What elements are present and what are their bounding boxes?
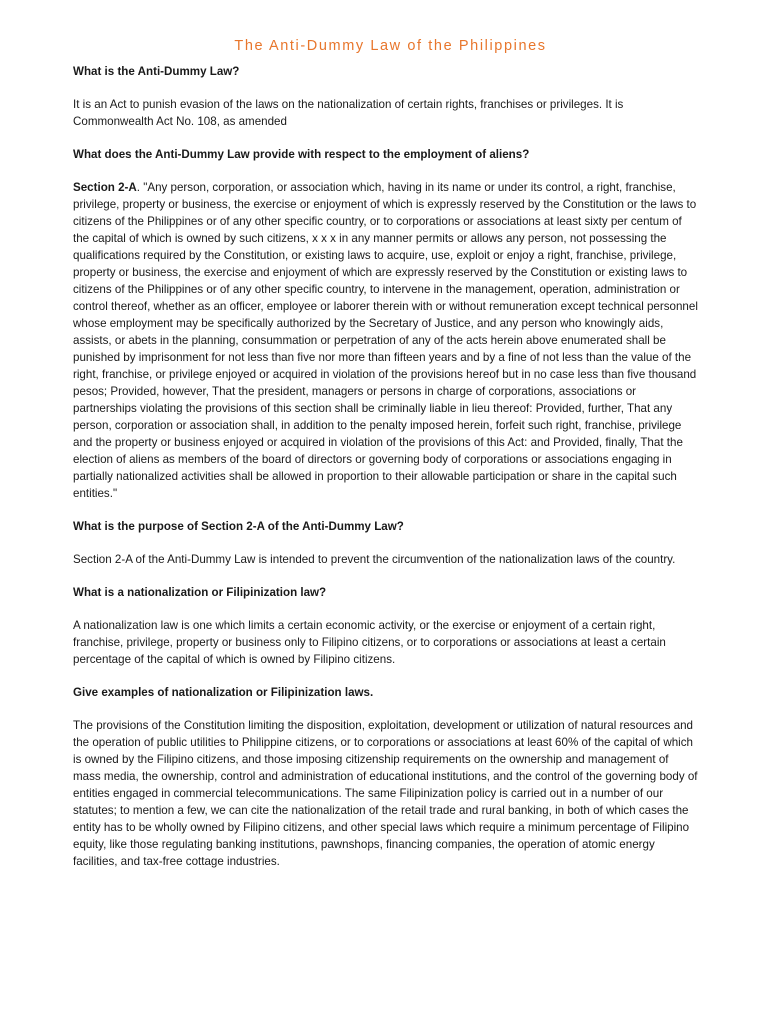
qa-section-1 (73, 63, 698, 130)
document-title: The Anti-Dummy Law of the Philippines (234, 38, 547, 54)
question-heading: Give examples of nationalization or Filipinization laws. (73, 686, 374, 699)
question-heading: What is the Anti-Dummy Law? (73, 65, 240, 78)
qa-section-5 (73, 684, 698, 870)
section-text: . "Any person, corporation, or association which, having in its name or under its control, a right, franchise, privilege, property or business, the exercise or enjoyment of which is expressly reserved by the Constitution or the laws to citizens of the Philippines or of any other specific country, or to corporations or associations at least sixty per centum of the capital of which is owned by such citizens, x x x in any manner permits or allows any person, not possessing the qualifications required by the Constitution, or existing laws to acquire, use, exploit or enjoy a right, franchise, privilege, property or business, the exercise and enjoyment of which are expressly reserved by the Constitution or existing laws to citizens of the Philippines or of any other specific country, to intervene in the management, operation, administration or control thereof, whether as an officer, employee or laborer therein with or without remuneration except technical personnel whose employment may be specifically authorized by the Secretary of Justice, and any person who knowingly aids, assists, or abets in the planning, consummation or perpetration of any of the acts herein above enumerated shall be punished by imprisonment for not less than five nor more than fifteen years and by a fine of not less than the value of the right, franchise, or privilege enjoyed or acquired in violation of the provisions hereof but in no case less than five thousand pesos; Provided, however, That the president, managers or persons in charge of corporations, associations or partnerships violating the provisions of this section shall be criminally liable in lieu thereof: Provided, further, That any person, corporation or association shall, in addition to the penalty imposed herein, forfeit such right, franchise, privilege and the property or business enjoyed or acquired in violation of the provisions of this Act: and Provided, finally, That the election of aliens as members of the board of directors or governing body of corporations or associations engaging in partially nationalized activities shall be allowed in proportion to their allowable participation or share in the capital such entities." (73, 181, 698, 500)
answer-paragraph: The provisions of the Constitution limiting the disposition, exploitation, development or utilization of natural resources and the operation of public utilities to Philippine citizens, or to corporations or associations at least 60% of the capital of which is owned by the Filipino citizens, and those imposing citizenship requirements on the ownership and management of mass media, the ownership, control and administration of educational institutions, and the control of the governing body of entities engaged in commercial telecommunications. The same Filipinization policy is carried out in a number of our statutes; to mention a few, we can cite the nationalization of the retail trade and rural banking, in both of which cases the entity has to be wholly owned by Filipino citizens, and other special laws which require a minimum percentage of Filipino equity, like those regulating banking institutions, pawnshops, financing companies, the operation of atomic energy facilities, and tax-free cottage industries. (73, 719, 698, 868)
question-heading: What is a nationalization or Filipinization law? (73, 586, 327, 599)
qa-section-3 (73, 518, 698, 568)
answer-paragraph: It is an Act to punish evasion of the laws on the nationalization of certain rights, franchises or privileges. It is Commonwealth Act No. 108, as amended (73, 98, 624, 128)
document-page (73, 37, 698, 886)
question-heading: What is the purpose of Section 2-A of the Anti-Dummy Law? (73, 520, 404, 533)
answer-paragraph (73, 179, 698, 502)
question-heading: What does the Anti-Dummy Law provide with respect to the employment of aliens? (73, 148, 530, 161)
qa-section-4 (73, 584, 698, 668)
answer-paragraph: A nationalization law is one which limits a certain economic activity, or the exercise or enjoyment of a certain right, franchise, privilege, property or business only to Filipino citizens, or to corporations or associations at least a certain percentage of the capital of which is owned by Filipino citizens. (73, 619, 666, 666)
answer-paragraph: Section 2-A of the Anti-Dummy Law is intended to prevent the circumvention of the nationalization laws of the country. (73, 553, 676, 566)
section-label: Section 2-A (73, 181, 137, 194)
qa-section-2 (73, 146, 698, 502)
